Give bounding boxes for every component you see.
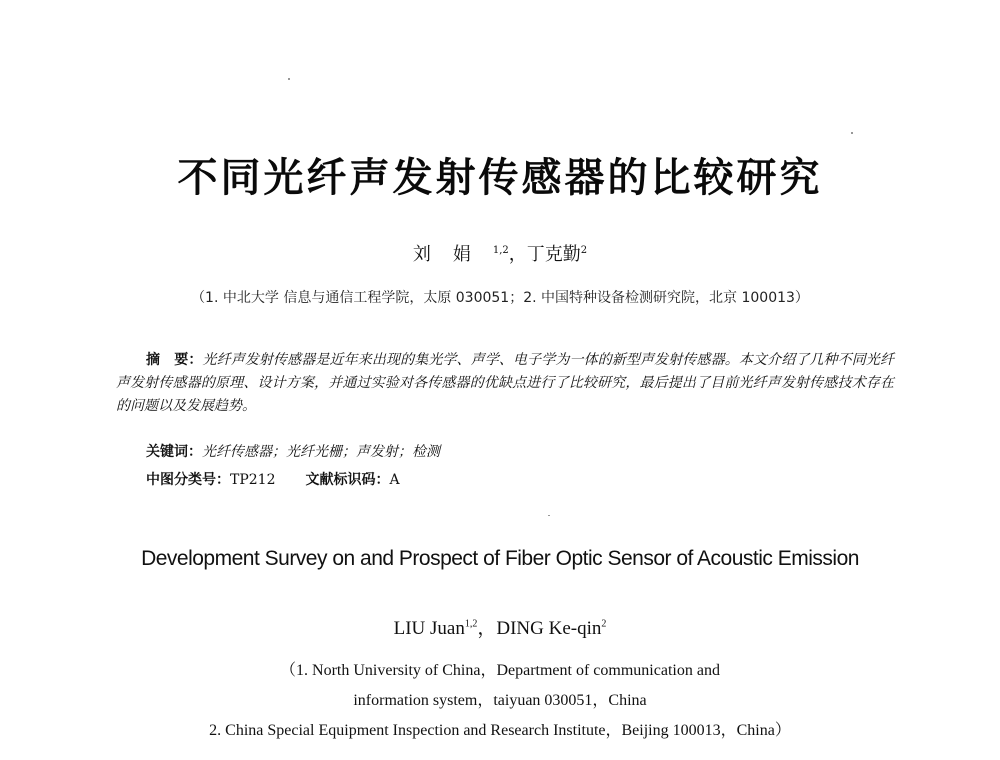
author-2-name-cn: 丁克勤 [526, 244, 581, 265]
keywords-cn [146, 441, 440, 461]
abstract-text: 光纤声发射传感器是近年来出现的集光学、声学、电子学为一体的新型声发射传感器。本文介绍了几种不同光纤声发射传感器的原理、设计方案，并通过实验对各传感器的优缺点进行了比较研究，最后提出了目前光纤声发射传感技术存在的问题以及发展趋势。 [116, 352, 895, 414]
classification-line [146, 469, 400, 489]
author-separator-cn: ， [508, 244, 527, 265]
scan-speck [548, 515, 550, 516]
authors-en [0, 613, 1000, 640]
abstract-label: 摘 要： [146, 352, 203, 368]
author-2-name-en: DING Ke-qin [496, 618, 602, 639]
author-1-affiliation-mark-en: 1,2 [464, 618, 478, 630]
author-2-affiliation-mark-cn: 2 [580, 245, 588, 256]
author-1-affiliation-mark-cn: 1,2 [492, 245, 509, 256]
author-separator-en: ， [477, 618, 497, 639]
paper-title-en: Development Survey on and Prospect of Fiber Optic Sensor of Acoustic Emission [141, 547, 859, 570]
author-1-name-en: LIU Juan [393, 618, 465, 639]
doc-code-label: 文献标识码： [305, 472, 390, 488]
affiliation-en-line-1: （1. North University of China，Department of communication and [280, 662, 720, 679]
clc-value: TP212 [230, 472, 276, 488]
keywords-label: 关键词： [146, 444, 202, 460]
scan-speck [288, 78, 290, 80]
scan-speck [851, 132, 853, 134]
affiliation-en-line-3: 2. China Special Equipment Inspection and Research Institute，Beijing 100013，China） [209, 722, 791, 739]
affiliation-cn: （1. 中北大学 信息与通信工程学院，太原 030051；2. 中国特种设备检测研究院，北京 100013） [191, 290, 809, 306]
clc-label: 中图分类号： [146, 472, 230, 488]
author-1-name-cn: 刘娟 [412, 244, 493, 265]
affiliation-en-line-2: information system，taiyuan 030051，China [353, 692, 647, 709]
doc-code-value: A [389, 472, 400, 488]
paper-title-cn: 不同光纤声发射传感器的比较研究 [177, 155, 823, 201]
abstract-cn [116, 349, 894, 418]
keywords-text: 光纤传感器；光纤光栅；声发射；检测 [202, 444, 440, 460]
author-2-affiliation-mark-en: 2 [601, 618, 607, 630]
authors-cn [0, 240, 1000, 266]
